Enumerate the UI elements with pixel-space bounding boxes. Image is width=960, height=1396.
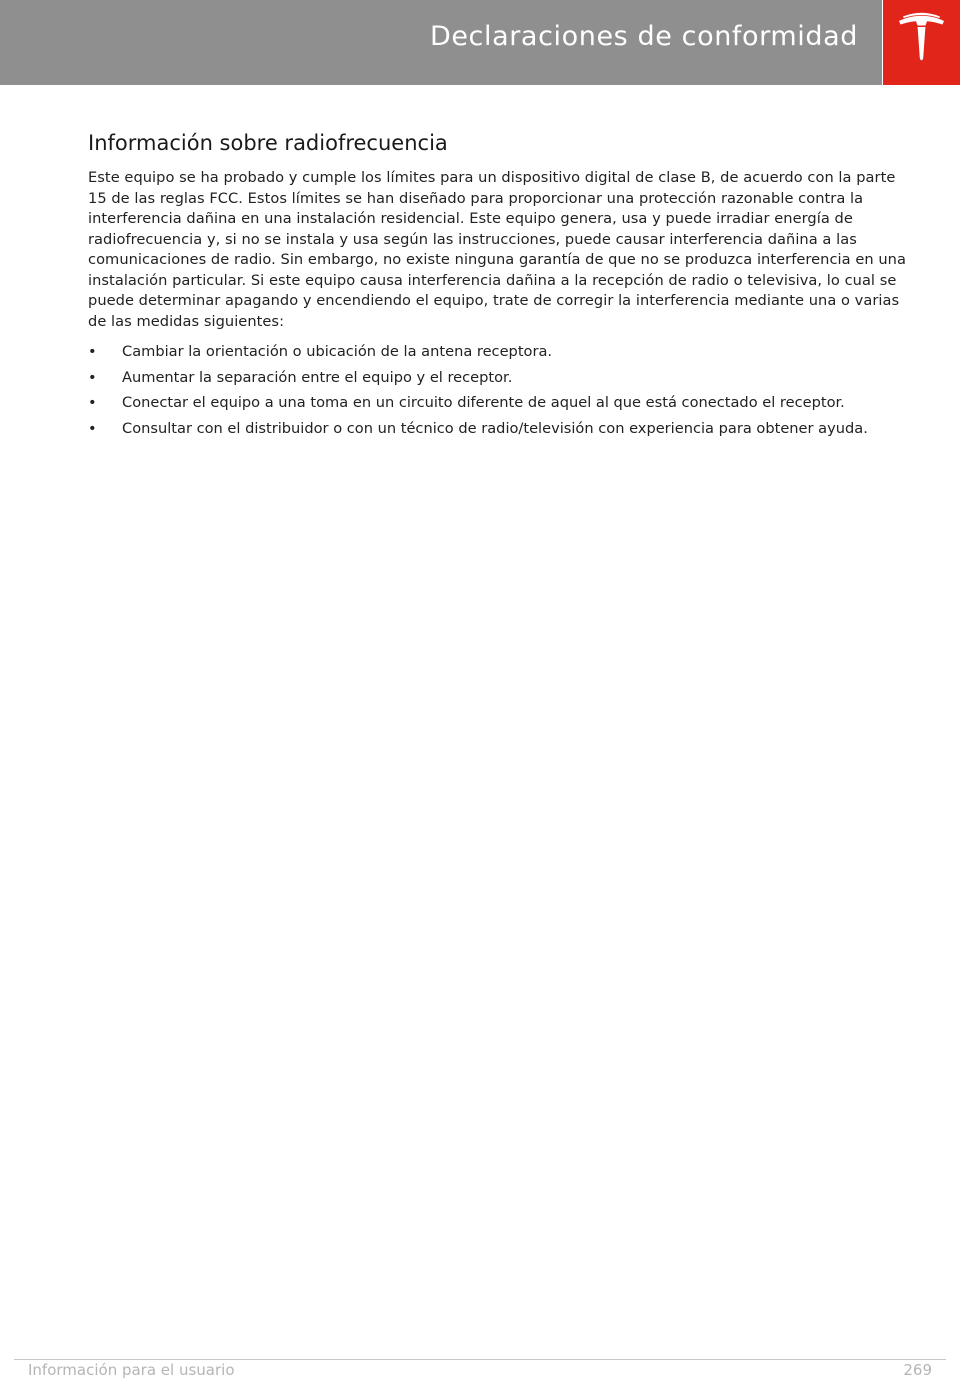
bullet-icon: • (88, 343, 97, 360)
list-item-text: Cambiar la orientación o ubicación de la antena receptora. (122, 343, 553, 360)
list-item-text: Consultar con el distribuidor o con un técnico de radio/televisión con experiencia para obtener ayuda. (122, 419, 868, 437)
measures-list (88, 342, 906, 439)
footer-section-label: Información para el usuario (28, 1361, 235, 1379)
body-paragraph: Este equipo se ha probado y cumple los límites para un dispositivo digital de clase B, de acuerdo con la parte 15 de las reglas FCC. Estos límites se han diseñado para proporcionar una protección razonable contra la interferencia dañina en una instalación residencial. Este equipo genera, usa y puede irradiar energía de radiofrecuencia y, si no se instala y usa según las instrucciones, puede causar interferencia dañina a las comunicaciones de radio. Sin embargo, no existe ninguna garantía de que no se produzca interferencia en una instalación particular. Si este equipo causa interferencia dañina a la recepción de radio o televisiva, lo cual se puede determinar apagando y encendiendo el equipo, trate de corregir la interferencia mediante una o varias de las medidas siguientes: (88, 169, 906, 330)
bullet-icon: • (88, 419, 97, 437)
page-number: 269 (903, 1361, 932, 1379)
list-item (88, 368, 906, 389)
page-header-title: Declaraciones de conformidad (429, 21, 858, 52)
bullet-icon: • (88, 368, 97, 386)
list-item-text: Conectar el equipo a una toma en un circuito diferente de aquel al que está conectado el receptor. (122, 394, 845, 411)
bullet-icon: • (88, 394, 97, 411)
section-title: Información sobre radiofrecuencia (88, 131, 448, 155)
list-item (88, 342, 906, 363)
main-content (88, 128, 906, 444)
list-item (88, 393, 906, 414)
footer-divider (14, 1359, 946, 1360)
header-bar (0, 0, 882, 85)
list-item (88, 419, 906, 440)
tesla-logo-icon (883, 0, 960, 85)
list-item-text: Aumentar la separación entre el equipo y el receptor. (122, 368, 513, 386)
